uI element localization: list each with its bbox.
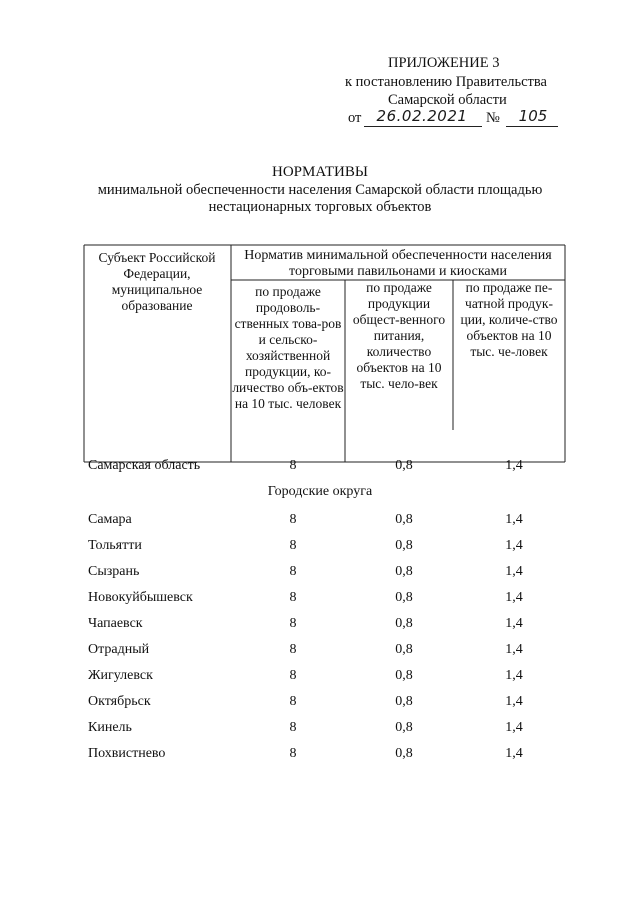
row-value-food: 8	[289, 538, 297, 553]
table-row	[0, 667, 640, 687]
table-row	[0, 745, 640, 765]
row-value-catering: 0,8	[395, 720, 413, 735]
row-value-catering: 0,8	[395, 564, 413, 579]
appendix-title: ПРИЛОЖЕНИЕ 3	[388, 55, 500, 71]
row-value-press: 1,4	[505, 458, 523, 473]
row-name: Сызрань	[88, 564, 140, 579]
header-norm: Норматив минимальной обеспеченности населения торговыми павильонами и киосками	[244, 248, 552, 279]
row-value-food: 8	[289, 746, 297, 761]
table-row	[0, 693, 640, 713]
section-title: Городские округа	[267, 484, 373, 499]
row-value-catering: 0,8	[395, 458, 413, 473]
document-title: НОРМАТИВЫ	[272, 164, 368, 180]
row-value-food: 8	[289, 512, 297, 527]
table-row	[0, 615, 640, 635]
row-value-food: 8	[289, 720, 297, 735]
row-name: Тольятти	[88, 538, 142, 553]
row-value-food: 8	[289, 668, 297, 683]
row-value-press: 1,4	[505, 720, 523, 735]
row-value-catering: 0,8	[395, 746, 413, 761]
table-row-region	[0, 457, 640, 477]
row-value-press: 1,4	[505, 668, 523, 683]
row-value-catering: 0,8	[395, 668, 413, 683]
row-name: Жигулевск	[88, 668, 153, 683]
row-value-press: 1,4	[505, 512, 523, 527]
table-row	[0, 563, 640, 583]
row-value-press: 1,4	[505, 538, 523, 553]
header-press: по продаже пе-чатной продук-ции, количе-ство объектов на 10 тыс. че-ловек	[460, 280, 558, 359]
row-name: Отрадный	[88, 642, 150, 657]
header-subject: Субъект Российской Федерации, муниципальное образование	[98, 250, 216, 313]
row-name: Октябрьск	[88, 694, 151, 709]
row-value-catering: 0,8	[395, 694, 413, 709]
row-value-catering: 0,8	[395, 616, 413, 631]
row-value-press: 1,4	[505, 642, 523, 657]
row-value-food: 8	[289, 642, 297, 657]
row-value-catering: 0,8	[395, 590, 413, 605]
header-catering: по продаже продукции общест-венного питания, количество объектов на 10 тыс. чело-век	[352, 280, 446, 391]
row-name: Чапаевск	[88, 616, 143, 631]
row-value-press: 1,4	[505, 746, 523, 761]
row-value-food: 8	[289, 616, 297, 631]
row-name: Кинель	[88, 720, 132, 735]
row-value-press: 1,4	[505, 694, 523, 709]
table-row	[0, 589, 640, 609]
handwritten-number: 105	[518, 107, 548, 125]
handwritten-date: 26.02.2021	[376, 107, 468, 125]
table-row	[0, 537, 640, 557]
table-row	[0, 719, 640, 739]
row-value-press: 1,4	[505, 590, 523, 605]
row-name: Самарская область	[88, 458, 201, 473]
table-row	[0, 641, 640, 661]
row-value-food: 8	[289, 694, 297, 709]
row-value-catering: 0,8	[395, 538, 413, 553]
row-name: Похвистнево	[88, 746, 166, 761]
row-value-catering: 0,8	[395, 642, 413, 657]
row-value-catering: 0,8	[395, 512, 413, 527]
header-food: по продаже продоволь-ственных това-ров и сельско-хозяйственной продукции, ко-личество объ-ектов на 10 тыс. человек	[232, 284, 344, 411]
date-prefix: от	[348, 110, 362, 126]
appendix-region-line: Самарской области	[388, 92, 507, 108]
row-name: Самара	[88, 512, 132, 527]
appendix-resolution-line: к постановлению Правительства	[345, 74, 547, 90]
row-value-food: 8	[289, 590, 297, 605]
table-row	[0, 511, 640, 531]
row-name: Новокуйбышевск	[88, 590, 193, 605]
row-value-food: 8	[289, 564, 297, 579]
document-subtitle: минимальной обеспеченности населения Самарской области площадью нестационарных торговых объектов	[97, 182, 543, 215]
number-sign: №	[486, 110, 500, 126]
row-value-press: 1,4	[505, 616, 523, 631]
row-value-food: 8	[289, 458, 297, 473]
row-value-press: 1,4	[505, 564, 523, 579]
